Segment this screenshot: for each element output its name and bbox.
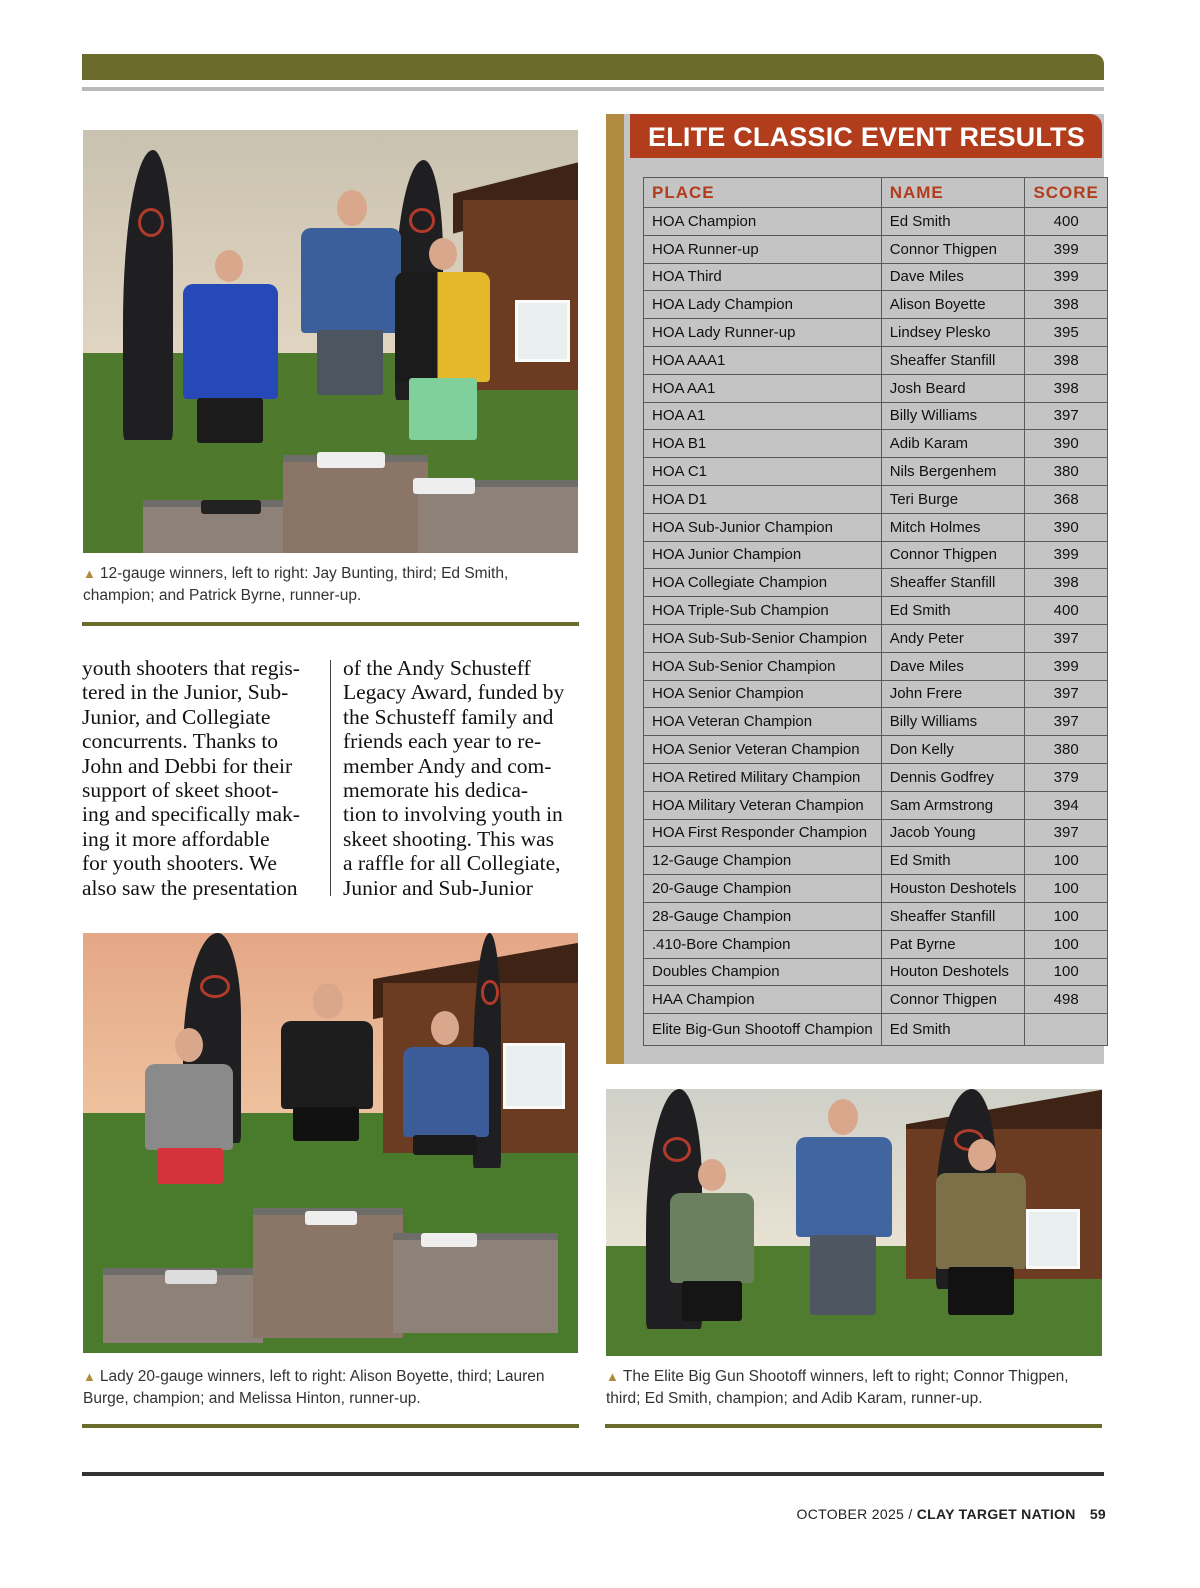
table-row xyxy=(644,875,1108,903)
cell-score: 398 xyxy=(1025,346,1107,374)
cell-place: HOA First Responder Champion xyxy=(644,819,882,847)
cell-score: 399 xyxy=(1025,541,1107,569)
cell-place: HOA Sub-Junior Champion xyxy=(644,513,882,541)
page-number: 59 xyxy=(1089,1506,1106,1522)
table-row xyxy=(644,930,1108,958)
header-bar xyxy=(82,54,1104,80)
table-row xyxy=(644,680,1108,708)
table-row xyxy=(644,736,1108,764)
cell-place: 28-Gauge Champion xyxy=(644,902,882,930)
cell-place: HOA Lady Champion xyxy=(644,291,882,319)
cell-name: Billy Williams xyxy=(881,708,1025,736)
cell-name: Teri Burge xyxy=(881,485,1025,513)
cell-place: Elite Big-Gun Shootoff Champion xyxy=(644,1014,882,1046)
cell-name: Ed Smith xyxy=(881,208,1025,236)
cell-place: 12-Gauge Champion xyxy=(644,847,882,875)
cell-name: Andy Peter xyxy=(881,624,1025,652)
cell-score: 100 xyxy=(1025,875,1107,903)
cell-name: Sheaffer Stanfill xyxy=(881,346,1025,374)
table-row xyxy=(644,319,1108,347)
table-row xyxy=(644,652,1108,680)
table-row xyxy=(644,235,1108,263)
cell-place: HOA A1 xyxy=(644,402,882,430)
cell-place: HOA Runner-up xyxy=(644,235,882,263)
photo-lady-20-gauge-winners xyxy=(83,933,578,1353)
table-row xyxy=(644,374,1108,402)
cell-name: Pat Byrne xyxy=(881,930,1025,958)
photo-big-gun-caption: ▲ The Elite Big Gun Shootoff winners, left to right; Connor Thigpen, third; Ed Smith, champion; and Adib Karam, runner-up. xyxy=(606,1368,1069,1407)
cell-place: HOA Sub-Senior Champion xyxy=(644,652,882,680)
cell-score: 368 xyxy=(1025,485,1107,513)
cell-score: 398 xyxy=(1025,374,1107,402)
results-side-accent xyxy=(606,114,624,1064)
cell-name: Houston Deshotels xyxy=(881,875,1025,903)
cell-place: 20-Gauge Champion xyxy=(644,875,882,903)
caption-rule xyxy=(82,622,579,626)
cell-name: Ed Smith xyxy=(881,1014,1025,1046)
article-text-col2: of the Andy Schusteff Legacy Award, funded by the Schusteff family and friends each year to re- member Andy and com- memorate his dedica- tion to involving youth in skeet shooting. This was a raffle for all Collegiate, Junior and Sub-Junior xyxy=(343,656,565,900)
table-row xyxy=(644,569,1108,597)
footer-rule xyxy=(82,1472,1104,1476)
cell-name: Billy Williams xyxy=(881,402,1025,430)
table-row xyxy=(644,819,1108,847)
photo-12-gauge-winners xyxy=(83,130,578,553)
cell-score: 100 xyxy=(1025,847,1107,875)
cell-name: John Frere xyxy=(881,680,1025,708)
table-row xyxy=(644,208,1108,236)
article-column-1 xyxy=(82,656,322,900)
cell-score: 379 xyxy=(1025,763,1107,791)
cell-place: HOA Triple-Sub Champion xyxy=(644,597,882,625)
cell-place: HOA Senior Champion xyxy=(644,680,882,708)
caption-rule xyxy=(605,1424,1102,1428)
cell-name: Sheaffer Stanfill xyxy=(881,569,1025,597)
table-row xyxy=(644,541,1108,569)
cell-score: 397 xyxy=(1025,624,1107,652)
cell-name: Alison Boyette xyxy=(881,291,1025,319)
cell-score: 397 xyxy=(1025,819,1107,847)
table-row xyxy=(644,458,1108,486)
column-divider xyxy=(330,660,331,896)
cell-name: Sheaffer Stanfill xyxy=(881,902,1025,930)
cell-score: 400 xyxy=(1025,597,1107,625)
table-row xyxy=(644,791,1108,819)
cell-name: Dave Miles xyxy=(881,652,1025,680)
cell-name: Jacob Young xyxy=(881,819,1025,847)
cell-place: Doubles Champion xyxy=(644,958,882,986)
column-header-score: SCORE xyxy=(1025,178,1107,208)
cell-score: 395 xyxy=(1025,319,1107,347)
table-row xyxy=(644,847,1108,875)
triangle-icon: ▲ xyxy=(606,1369,619,1384)
cell-place: HOA Third xyxy=(644,263,882,291)
cell-place: HOA Champion xyxy=(644,208,882,236)
table-row xyxy=(644,902,1108,930)
cell-place: HOA Sub-Sub-Senior Champion xyxy=(644,624,882,652)
cell-score: 100 xyxy=(1025,958,1107,986)
results-body xyxy=(644,208,1108,1046)
cell-place: HAA Champion xyxy=(644,986,882,1014)
table-row xyxy=(644,763,1108,791)
header-rule xyxy=(82,87,1104,91)
table-row xyxy=(644,597,1108,625)
cell-place: HOA Veteran Champion xyxy=(644,708,882,736)
cell-place: HOA Junior Champion xyxy=(644,541,882,569)
cell-place: HOA AAA1 xyxy=(644,346,882,374)
cell-score: 399 xyxy=(1025,263,1107,291)
cell-name: Don Kelly xyxy=(881,736,1025,764)
photo-lady-20-gauge-caption: ▲ Lady 20-gauge winners, left to right: Alison Boyette, third; Lauren Burge, champion; and Melissa Hinton, runner-up. xyxy=(83,1368,545,1407)
cell-place: HOA AA1 xyxy=(644,374,882,402)
table-row xyxy=(644,430,1108,458)
cell-place: .410-Bore Champion xyxy=(644,930,882,958)
column-header-name: NAME xyxy=(881,178,1025,208)
cell-score: 397 xyxy=(1025,708,1107,736)
cell-score: 380 xyxy=(1025,458,1107,486)
footer-issue: OCTOBER 2025 / xyxy=(796,1506,913,1522)
cell-name: Connor Thigpen xyxy=(881,986,1025,1014)
cell-name: Dennis Godfrey xyxy=(881,763,1025,791)
table-row xyxy=(644,708,1108,736)
column-header-place: PLACE xyxy=(644,178,882,208)
cell-name: Lindsey Plesko xyxy=(881,319,1025,347)
cell-name: Ed Smith xyxy=(881,847,1025,875)
cell-place: HOA Collegiate Champion xyxy=(644,569,882,597)
cell-score: 390 xyxy=(1025,430,1107,458)
cell-score xyxy=(1025,1014,1107,1046)
table-row xyxy=(644,402,1108,430)
table-row xyxy=(644,1014,1108,1046)
cell-name: Dave Miles xyxy=(881,263,1025,291)
cell-name: Adib Karam xyxy=(881,430,1025,458)
cell-name: Connor Thigpen xyxy=(881,235,1025,263)
table-row xyxy=(644,485,1108,513)
table-row xyxy=(644,513,1108,541)
cell-place: HOA C1 xyxy=(644,458,882,486)
table-row xyxy=(644,263,1108,291)
cell-place: HOA B1 xyxy=(644,430,882,458)
footer-magazine-name: CLAY TARGET NATION xyxy=(916,1506,1076,1522)
table-row xyxy=(644,291,1108,319)
photo-12-gauge-caption: ▲ 12-gauge winners, left to right: Jay Bunting, third; Ed Smith, champion; and Patrick Byrne, runner-up. xyxy=(83,565,509,604)
cell-score: 380 xyxy=(1025,736,1107,764)
cell-name: Nils Bergenhem xyxy=(881,458,1025,486)
table-row xyxy=(644,986,1108,1014)
cell-name: Josh Beard xyxy=(881,374,1025,402)
cell-place: HOA D1 xyxy=(644,485,882,513)
cell-name: Connor Thigpen xyxy=(881,541,1025,569)
cell-score: 390 xyxy=(1025,513,1107,541)
cell-score: 399 xyxy=(1025,652,1107,680)
table-row xyxy=(644,346,1108,374)
cell-score: 397 xyxy=(1025,402,1107,430)
caption-rule xyxy=(82,1424,579,1428)
page-footer xyxy=(797,1506,1106,1522)
cell-score: 397 xyxy=(1025,680,1107,708)
cell-place: HOA Senior Veteran Champion xyxy=(644,736,882,764)
cell-score: 100 xyxy=(1025,930,1107,958)
triangle-icon: ▲ xyxy=(83,1369,96,1384)
cell-score: 398 xyxy=(1025,569,1107,597)
cell-score: 498 xyxy=(1025,986,1107,1014)
cell-score: 400 xyxy=(1025,208,1107,236)
cell-name: Houton Deshotels xyxy=(881,958,1025,986)
cell-score: 399 xyxy=(1025,235,1107,263)
cell-name: Ed Smith xyxy=(881,597,1025,625)
cell-score: 398 xyxy=(1025,291,1107,319)
cell-place: HOA Retired Military Champion xyxy=(644,763,882,791)
results-header-row xyxy=(644,178,1108,208)
cell-place: HOA Military Veteran Champion xyxy=(644,791,882,819)
results-table xyxy=(643,177,1108,1046)
cell-name: Mitch Holmes xyxy=(881,513,1025,541)
article-column-2 xyxy=(343,656,583,900)
table-row xyxy=(644,958,1108,986)
cell-place: HOA Lady Runner-up xyxy=(644,319,882,347)
cell-score: 394 xyxy=(1025,791,1107,819)
triangle-icon: ▲ xyxy=(83,566,96,581)
cell-score: 100 xyxy=(1025,902,1107,930)
photo-big-gun-shootoff-winners xyxy=(606,1089,1102,1356)
results-title: ELITE CLASSIC EVENT RESULTS xyxy=(630,114,1102,158)
article-text-col1: youth shooters that regis- tered in the Junior, Sub- Junior, and Collegiate concurrents. Thanks to John and Debbi for their support of skeet shoot- ing and specifically mak- ing it more affordable for youth shooters. We also saw the presentation xyxy=(82,656,300,900)
cell-name: Sam Armstrong xyxy=(881,791,1025,819)
table-row xyxy=(644,624,1108,652)
